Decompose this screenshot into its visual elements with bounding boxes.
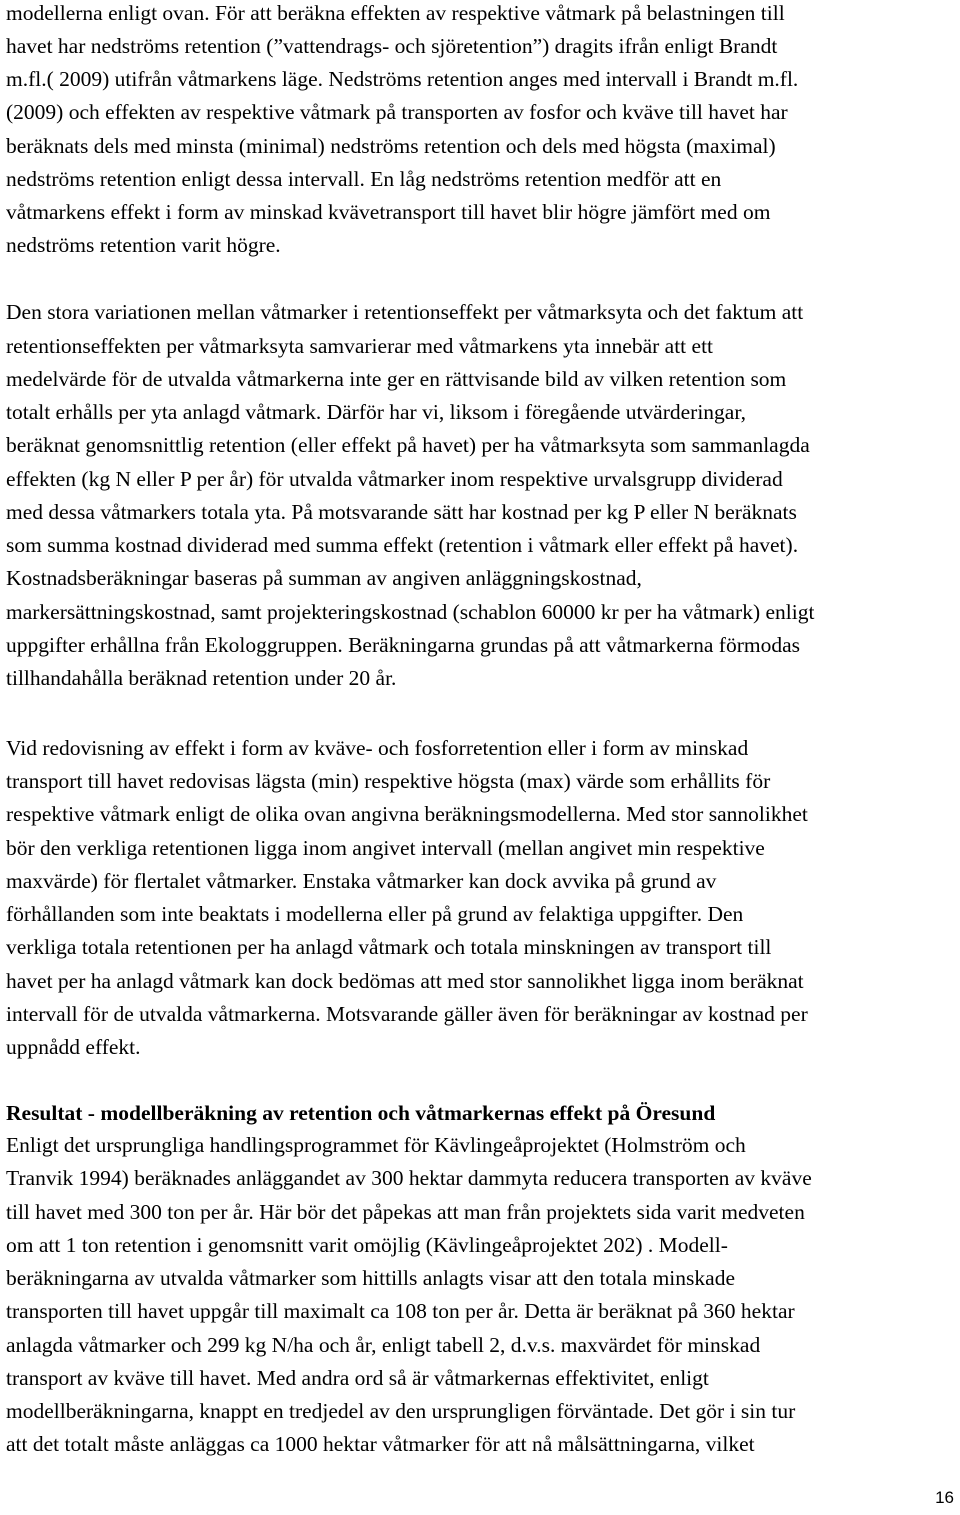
text-line: retentionseffekten per våtmarksyta samvarierar med våtmarkens yta innebär att ett [6,334,714,358]
text-line: anlagda våtmarker och 299 kg N/ha och år, enligt tabell 2, d.v.s. maxvärdet för minskad [6,1333,761,1357]
text-line: våtmarkens effekt i form av minskad kvävetransport till havet blir högre jämfört med om [6,200,771,224]
text-line: verkliga totala retentionen per ha anlagd våtmark och totala minskningen av transport till [6,935,772,959]
text-line: maxvärde) för flertalet våtmarker. Enstaka våtmarker kan dock avvika på grund av [6,869,717,893]
text-line: med dessa våtmarkers totala yta. På motsvarande sätt har kostnad per kg P eller N beräknats [6,500,797,524]
text-line: m.fl.( 2009) utifrån våtmarkens läge. Nedströms retention anges med intervall i Brandt m.fl. [6,67,799,91]
text-line: havet har nedströms retention (”vattendrags- och sjöretention”) dragits ifrån enligt Brandt [6,34,778,58]
text-line: havet per ha anlagd våtmark kan dock bedömas att med stor sannolikhet ligga inom beräknat [6,969,804,993]
text-line: uppnådd effekt. [6,1035,141,1059]
text-line: (2009) och effekten av respektive våtmark på transporten av fosfor och kväve till havet har [6,100,788,124]
text-line: om att 1 ton retention i genomsnitt varit omöjlig (Kävlingeåprojektet 202) . Modell- [6,1233,728,1257]
text-line: förhållanden som inte beaktats i modellerna eller på grund av felaktiga uppgifter. Den [6,902,744,926]
page-number: 16 [935,1488,954,1507]
text-line: intervall för de utvalda våtmarkerna. Motsvarande gäller även för beräkningar av kostnad per [6,1002,808,1026]
text-line: beräkningarna av utvalda våtmarker som hittills anlagts visar att den totala minskade [6,1266,735,1290]
text-line: Tranvik 1994) beräknades anläggandet av 300 hektar dammyta reducera transporten av kväve [6,1166,812,1190]
text-line: uppgifter erhållna från Ekologgruppen. Beräkningarna grundas på att våtmarkerna förmodas [6,633,801,657]
text-line: nedströms retention enligt dessa intervall. En låg nedströms retention medför att en [6,167,722,191]
text-line: Vid redovisning av effekt i form av kväve- och fosforretention eller i form av minskad [6,736,749,760]
text-line: transporten till havet uppgår till maximalt ca 108 ton per år. Detta är beräknat på 360 hektar [6,1299,795,1323]
text-line: att det totalt måste anläggas ca 1000 hektar våtmarker för att nå målsättningarna, vilket [6,1432,755,1456]
text-line: beräknat genomsnittlig retention (eller effekt på havet) per ha våtmarksyta som sammanlagda [6,433,810,457]
text-line: Den stora variationen mellan våtmarker i retentionseffekt per våtmarksyta och det faktum att [6,300,804,324]
text-line: beräknats dels med minsta (minimal) nedströms retention och dels med högsta (maximal) [6,134,776,158]
text-line: som summa kostnad dividerad med summa effekt (retention i våtmark eller effekt på havet). [6,533,799,557]
text-line: tillhandahålla beräknad retention under 20 år. [6,666,397,690]
text-line: till havet med 300 ton per år. Här bör det påpekas att man från projektets sida varit medveten [6,1200,805,1224]
text-line: modellerna enligt ovan. För att beräkna effekten av respektive våtmark på belastningen till [6,1,785,25]
text-line: modellberäkningarna, knappt en tredjedel av den ursprungligen förväntade. Det gör i sin tur [6,1399,796,1423]
text-line: transport av kväve till havet. Med andra ord så är våtmarkernas effektivitet, enligt [6,1366,709,1390]
text-line: bör den verkliga retentionen ligga inom angivet intervall (mellan angivet min respektive [6,836,765,860]
text-line: medelvärde för de utvalda våtmarkerna inte ger en rättvisande bild av vilken retention som [6,367,787,391]
section-heading: Resultat - modellberäkning av retention och våtmarkernas effekt på Öresund [6,1101,716,1125]
text-line: effekten (kg N eller P per år) för utvalda våtmarker inom respektive urvalsgrupp dividerad [6,467,783,491]
text-line: markersättningskostnad, samt projekteringskostnad (schablon 60000 kr per ha våtmark) enligt [6,600,815,624]
text-line: totalt erhålls per yta anlagd våtmark. Därför har vi, liksom i föregående utvärderingar, [6,400,747,424]
text-line: transport till havet redovisas lägsta (min) respektive högsta (max) värde som erhållits för [6,769,771,793]
text-line: nedströms retention varit högre. [6,233,281,257]
text-line: Kostnadsberäkningar baseras på summan av angiven anläggningskostnad, [6,566,642,590]
text-line: respektive våtmark enligt de olika ovan angivna beräkningsmodellerna. Med stor sannolikhet [6,802,808,826]
text-line: Enligt det ursprungliga handlingsprogrammet för Kävlingeåprojektet (Holmström och [6,1133,746,1157]
